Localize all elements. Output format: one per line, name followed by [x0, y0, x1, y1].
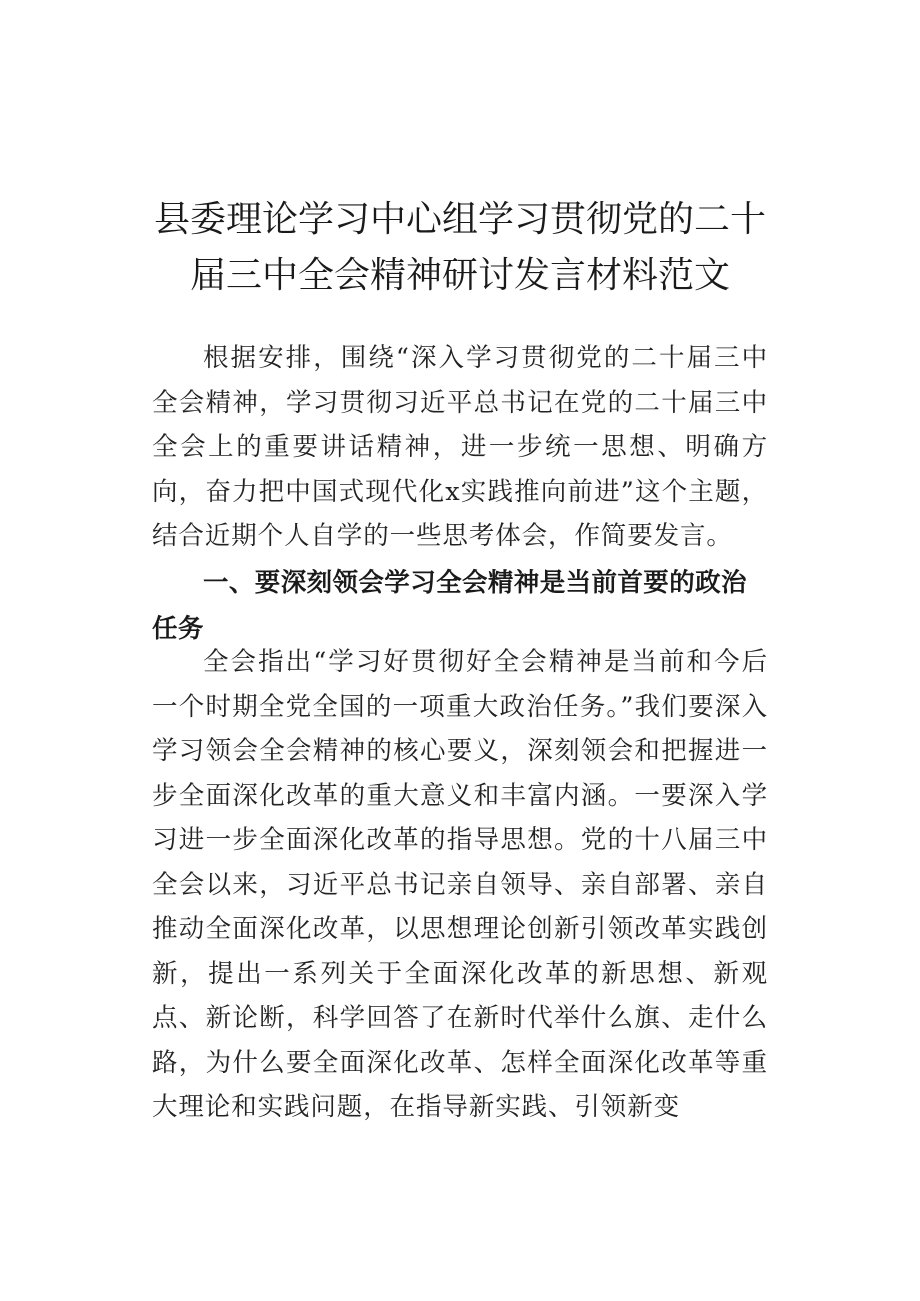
document-title: [150, 192, 770, 304]
title-line-2: 届三中全会精神研讨发言材料范文: [189, 255, 730, 296]
section-1-paragraph: 全会指出“学习好贯彻好全会精神是当前和今后一个时期全党全国的一项重大政治任务。”我们要深入学习领会全会精神的核心要义，深刻领会和把握进一步全面深化改革的重大意义和丰富内涵。一要深入学习进一步全面深化改革的指导思想。党的十八届三中全会以来，习近平总书记亲自领导、亲自部署、亲自推动全面深化改革，以思想理论创新引领改革实践创新，提出一系列关于全面深化改革的新思想、新观点、新论断，科学回答了在新时代举什么旗、走什么路，为什么要全面深化改革、怎样全面深化改革等重大理论和实践问题，在指导新实践、引领新变: [152, 647, 768, 1122]
intro-paragraph: 根据安排，围绕“深入学习贯彻党的二十届三中全会精神，学习贯彻习近平总书记在党的二十届三中全会上的重要讲话精神，进一步统一思想、明确方向，奋力把中国式现代化x实践推向前进”这个主题，结合近期个人自学的一些思考体会，作简要发言。: [152, 343, 768, 551]
title-line-1: 县委理论学习中心组学习贯彻党的二十: [153, 199, 766, 240]
section-heading-1: 一、要深刻领会学习全会精神是当前首要的政治任务: [152, 568, 747, 644]
